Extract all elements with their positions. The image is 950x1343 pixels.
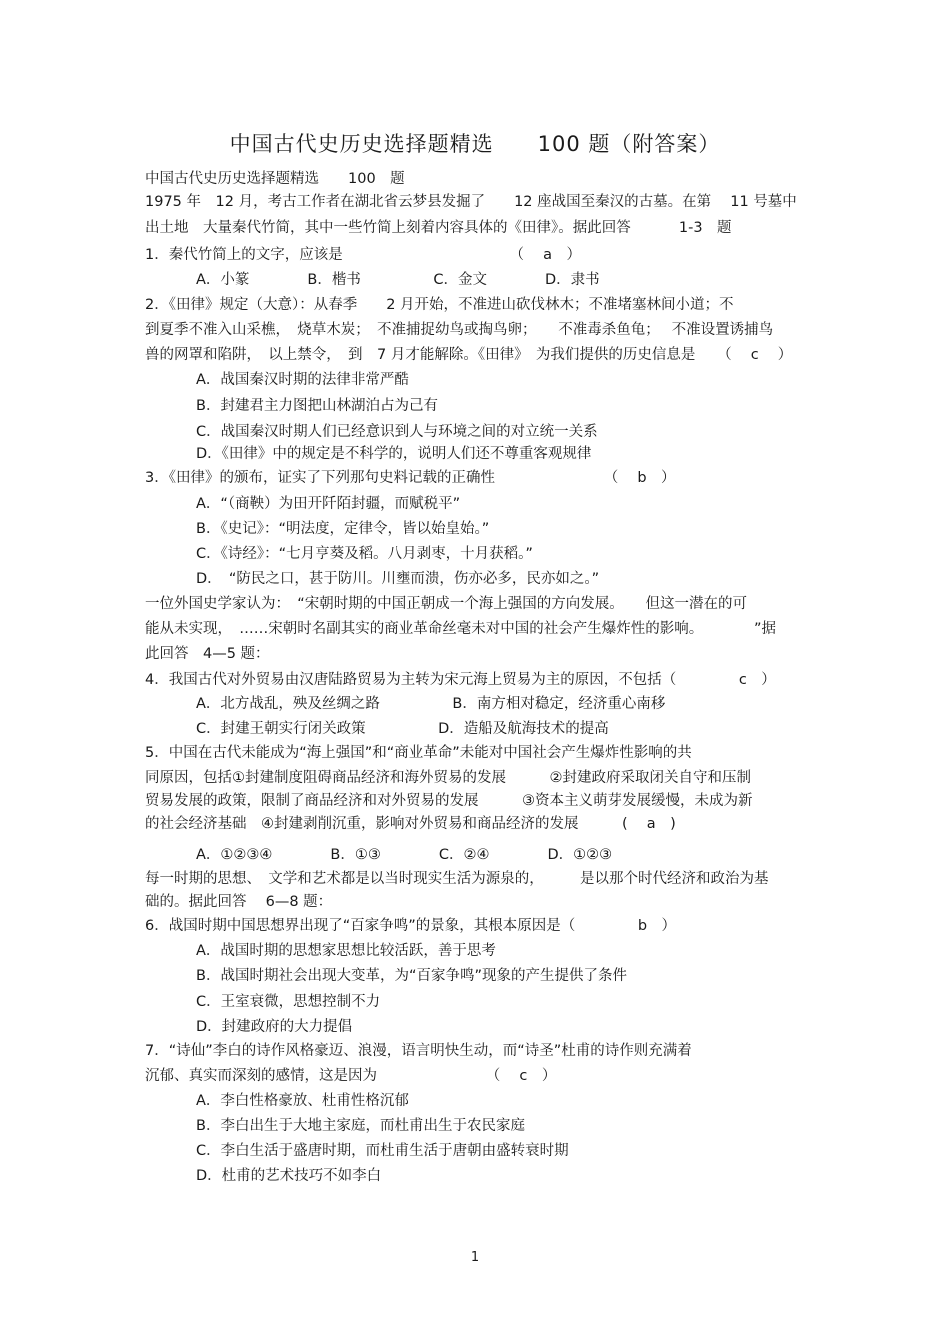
text-line: A．战国秦汉时期的法律非常严酷 [196, 372, 409, 388]
page-number: 1 [470, 1250, 480, 1265]
text-line: B．李白出生于大地主家庭，而杜甫出生于农民家庭 [196, 1118, 525, 1134]
text-line: B．封建君主力图把山林湖泊占为己有 [196, 398, 438, 414]
document-subtitle: 中国古代史历史选择题精选 100 题 [145, 171, 405, 187]
text-line: D．封建政府的大力提倡 [196, 1019, 353, 1035]
text-line: C．《诗经》：“七月亨葵及稻。八月剥枣，十月获稻。” [196, 546, 533, 562]
text-line: 础的。据此回答 6—8 题： [145, 894, 333, 910]
text-line: 此回答 4—5 题： [145, 646, 270, 662]
text-line: C．战国秦汉时期人们已经意识到人与环境之间的对立统一关系 [196, 424, 598, 440]
text-line: A．①②③④ B．①③ C．②④ D．①②③ [196, 847, 613, 863]
text-line: 5．中国在古代未能成为“海上强国”和“商业革命”未能对中国社会产生爆炸性影响的共 [145, 745, 692, 761]
text-line: D．杜甫的艺术技巧不如李白 [196, 1168, 382, 1184]
document-title: 中国古代史历史选择题精选 100 题（附答案） [229, 132, 721, 156]
text-line: 7．“诗仙”李白的诗作风格豪迈、浪漫，语言明快生动，而“诗圣”杜甫的诗作则充满着 [145, 1043, 692, 1059]
text-line: A．“（商鞅）为田开阡陌封疆，而赋税平” [196, 496, 461, 512]
text-line: A．李白性格豪放、杜甫性格沉郁 [196, 1093, 409, 1109]
text-line: 一位外国史学家认为： “宋朝时期的中国正朝成一个海上强国的方向发展。 但这一潜在的可 [145, 596, 748, 612]
text-line: C．李白生活于盛唐时期，而杜甫生活于唐朝由盛转衰时期 [196, 1143, 569, 1159]
text-line: D． “防民之口，甚于防川。川壅而溃，伤亦必多，民亦如之。” [196, 571, 600, 587]
text-line: C．王室衰微，思想控制不力 [196, 994, 381, 1010]
text-line: 能从未实现， ……宋朝时名副其实的商业革命丝毫未对中国的社会产生爆炸性的影响。 ”据 [145, 621, 777, 637]
text-line: 出土地 大量秦代竹简，其中一些竹简上刻着内容具体的《田律》。据此回答 1-3 题 [145, 220, 732, 236]
text-line: 沉郁、真实而深刻的感情，这是因为 （ c ） [145, 1068, 557, 1084]
text-line: 6．战国时期中国思想界出现了“百家争鸣”的景象，其根本原因是（ b ） [145, 918, 677, 934]
text-line: D．《田律》中的规定是不科学的，说明人们还不尊重客观规律 [196, 446, 592, 462]
text-line: A．战国时期的思想家思想比较活跃，善于思考 [196, 943, 496, 959]
text-line: 3．《田律》的颁布，证实了下列那句史料记载的正确性 （ b ） [145, 470, 676, 486]
text-line: 的社会经济基础 ④封建剥削沉重，影响对外贸易和商品经济的发展 ( a ) [145, 816, 676, 832]
text-line: 1．秦代竹简上的文字，应该是 （ a ） [145, 247, 581, 263]
text-line: 2．《田律》规定（大意）：从春季 2 月开始，不准进山砍伐林木；不准堵塞林间小道；不 [145, 297, 734, 313]
text-line: A．小篆 B．楷书 C．金文 D．隶书 [196, 272, 600, 288]
text-line: 每一时期的思想、 文学和艺术都是以当时现实生活为源泉的， 是以那个时代经济和政治为基 [145, 871, 769, 887]
text-line: 4．我国古代对外贸易由汉唐陆路贸易为主转为宋元海上贸易为主的原因，不包括（ c ） [145, 672, 776, 688]
text-line: B．《史记》：“明法度，定律令，皆以始皇始。” [196, 521, 490, 537]
text-line: A．北方战乱，殃及丝绸之路 B．南方相对稳定，经济重心南移 [196, 696, 666, 712]
text-line: C．封建王朝实行闭关政策 D．造船及航海技术的提高 [196, 721, 609, 737]
text-line: 1975 年 12 月，考古工作者在湖北省云梦县发掘了 12 座战国至秦汉的古墓。在第 11 号墓中 [145, 194, 797, 210]
text-line: B．战国时期社会出现大变革，为“百家争鸣”现象的产生提供了条件 [196, 968, 627, 984]
text-line: 兽的网罩和陷阱， 以上禁令， 到 7 月才能解除。《田律》 为我们提供的历史信息是 （ c ） [145, 347, 793, 363]
text-line: 同原因，包括①封建制度阻碍商品经济和海外贸易的发展 ②封建政府采取闭关自守和压制 [145, 770, 751, 786]
text-line: 到夏季不准入山采樵， 烧草木炭； 不准捕捉幼鸟或掏鸟卵； 不准毒杀鱼龟； 不准设置诱捕鸟 [145, 322, 774, 338]
text-line: 贸易发展的政策，限制了商品经济和对外贸易的发展 ③资本主义萌芽发展缓慢，未成为新 [145, 793, 753, 809]
